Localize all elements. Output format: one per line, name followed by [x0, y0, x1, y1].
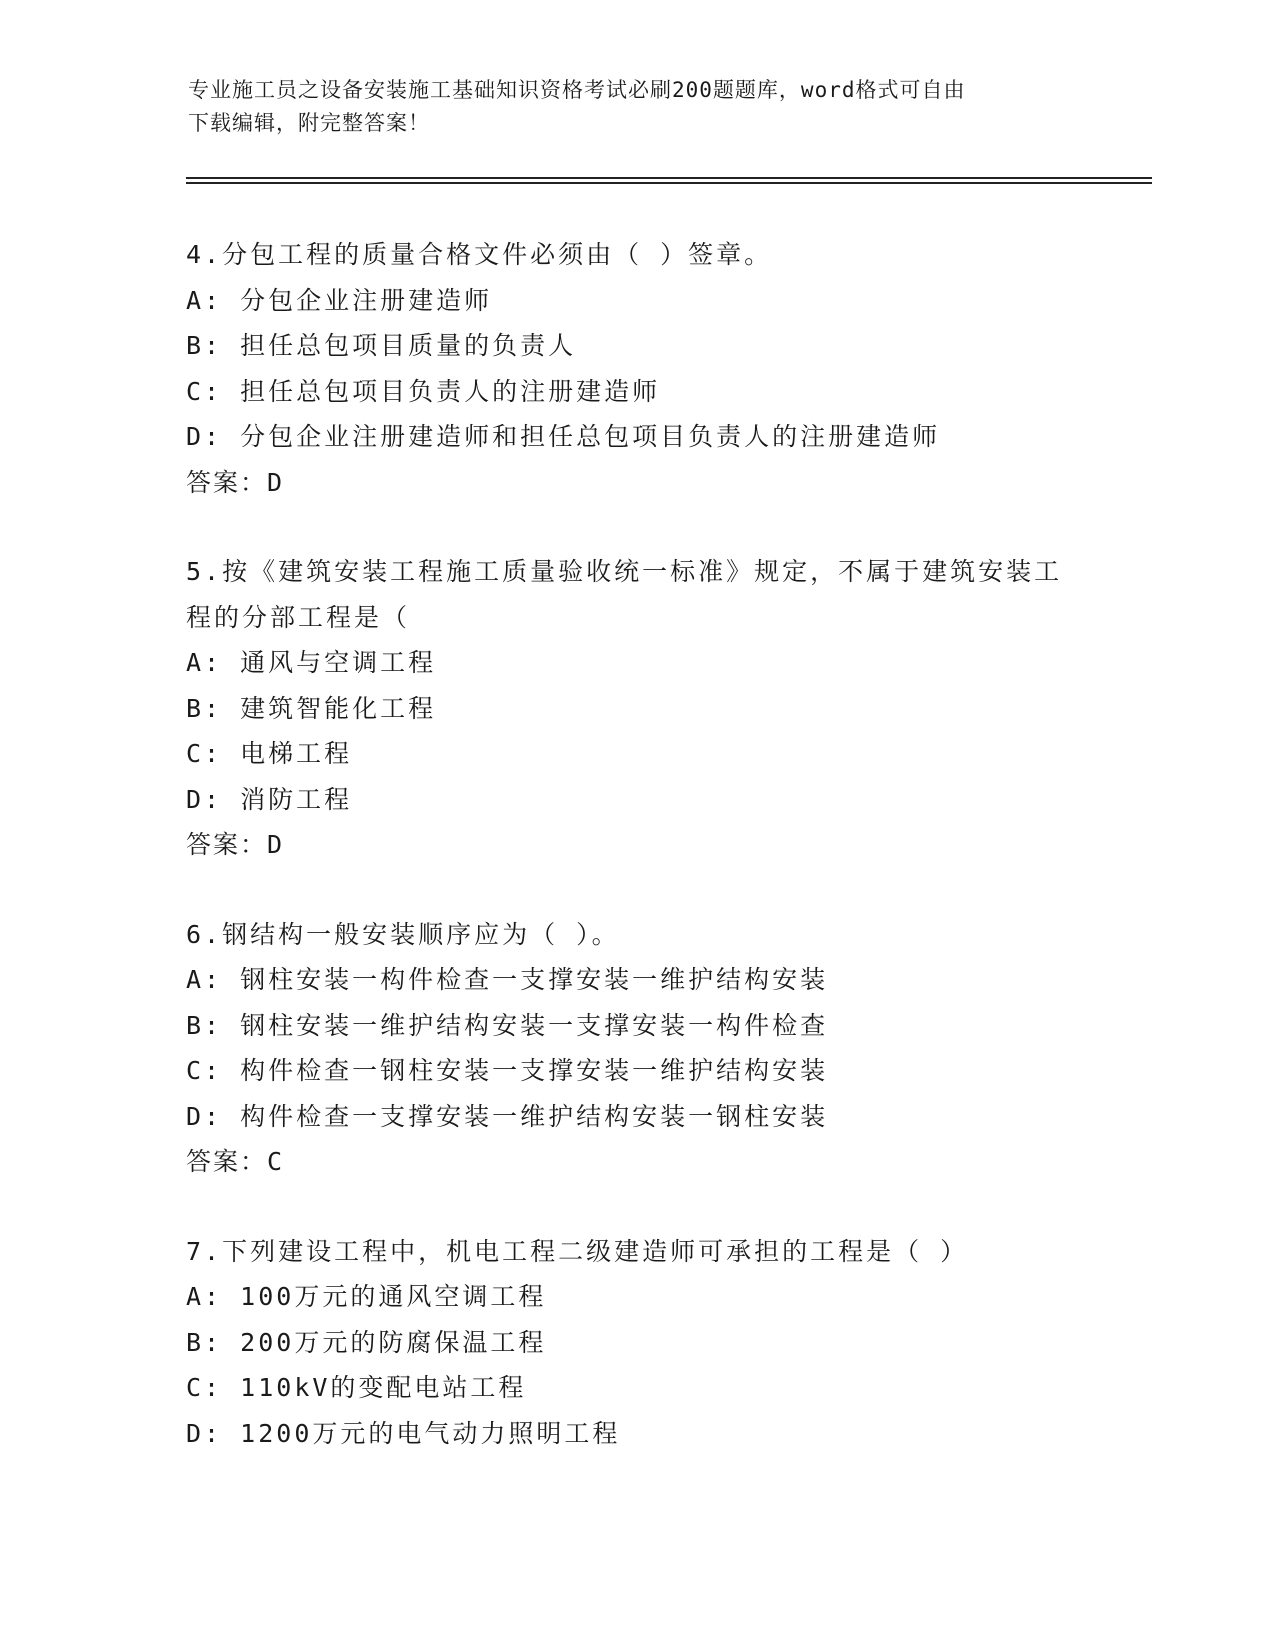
option-c	[186, 369, 1086, 415]
option-letter: C:	[186, 1373, 223, 1402]
option-text: 消防工程	[240, 784, 353, 814]
option-letter: B:	[186, 331, 223, 360]
option-d	[186, 1411, 1086, 1457]
option-c	[186, 731, 1086, 777]
option-b	[186, 323, 1086, 369]
answer-line	[186, 822, 1086, 868]
answer-line	[186, 460, 1086, 506]
option-letter: A:	[186, 285, 223, 315]
option-text: 100万元的通风空调工程	[240, 1282, 547, 1311]
option-c	[186, 1365, 1086, 1411]
option-letter: A:	[186, 648, 223, 677]
option-letter: C:	[186, 739, 223, 768]
answer-value: C	[267, 1147, 285, 1176]
question-5	[186, 549, 1086, 868]
option-b	[186, 1320, 1086, 1366]
option-text: 1200万元的电气动力照明工程	[240, 1418, 621, 1448]
option-text: 分包企业注册建造师和担任总包项目负责人的注册建造师	[240, 422, 941, 451]
header-divider-top	[186, 177, 1152, 179]
question-stem: 4.分包工程的质量合格文件必须由（ ）签章。	[186, 240, 773, 269]
option-d	[186, 777, 1086, 823]
option-d	[186, 1094, 1086, 1140]
option-text: 建筑智能化工程	[240, 693, 437, 723]
answer-line	[186, 1139, 1086, 1185]
option-text: 钢柱安装一构件检查一支撑安装一维护结构安装	[240, 965, 829, 994]
option-letter: B:	[186, 1327, 223, 1357]
option-letter: B:	[186, 693, 223, 723]
answer-label: 答案：	[186, 830, 268, 859]
option-text: 电梯工程	[240, 739, 353, 768]
option-text: 担任总包项目负责人的注册建造师	[240, 376, 661, 406]
document-header	[188, 74, 1068, 140]
question-stem: 5.按《建筑安装工程施工质量验收统一标准》规定，不属于建筑安装工程的分部工程是（	[186, 557, 1063, 632]
option-b	[186, 686, 1086, 732]
option-text: 200万元的防腐保温工程	[240, 1327, 547, 1357]
option-text: 构件检查一钢柱安装一支撑安装一维护结构安装	[240, 1056, 829, 1085]
answer-value: D	[267, 830, 285, 859]
option-letter: C:	[186, 1056, 223, 1085]
answer-label: 答案：	[186, 467, 268, 497]
answer-value: D	[267, 467, 285, 497]
option-text: 分包企业注册建造师	[240, 285, 493, 315]
option-letter: B:	[186, 1010, 223, 1040]
option-letter: A:	[186, 965, 223, 994]
option-b	[186, 1003, 1086, 1049]
option-text: 110kV的变配电站工程	[240, 1373, 527, 1402]
option-c	[186, 1048, 1086, 1094]
option-letter: C:	[186, 376, 223, 406]
question-4	[186, 232, 1086, 505]
answer-label: 答案：	[186, 1147, 268, 1176]
option-text: 钢柱安装一维护结构安装一支撑安装一构件检查	[240, 1010, 829, 1040]
header-divider-bottom	[186, 182, 1152, 184]
question-stem: 7.下列建设工程中，机电工程二级建造师可承担的工程是（ ）	[186, 1236, 969, 1266]
option-letter: D:	[186, 784, 223, 814]
option-a	[186, 278, 1086, 324]
question-list	[186, 232, 1086, 1500]
option-d	[186, 414, 1086, 460]
option-letter: D:	[186, 422, 223, 451]
question-6	[186, 912, 1086, 1185]
option-letter: D:	[186, 1418, 223, 1448]
header-line-1: 专业施工员之设备安装施工基础知识资格考试必刷200题题库，word格式可自由	[188, 78, 966, 102]
option-text: 构件检查一支撑安装一维护结构安装一钢柱安装	[240, 1101, 829, 1131]
question-stem: 6.钢结构一般安装顺序应为（ ）。	[186, 919, 620, 949]
header-line-2: 下载编辑，附完整答案！	[188, 111, 430, 135]
option-a	[186, 640, 1086, 686]
option-text: 通风与空调工程	[240, 648, 437, 677]
option-letter: D:	[186, 1101, 223, 1131]
option-a	[186, 957, 1086, 1003]
option-text: 担任总包项目质量的负责人	[240, 331, 577, 360]
option-a	[186, 1274, 1086, 1320]
question-7	[186, 1229, 1086, 1457]
option-letter: A:	[186, 1282, 223, 1311]
